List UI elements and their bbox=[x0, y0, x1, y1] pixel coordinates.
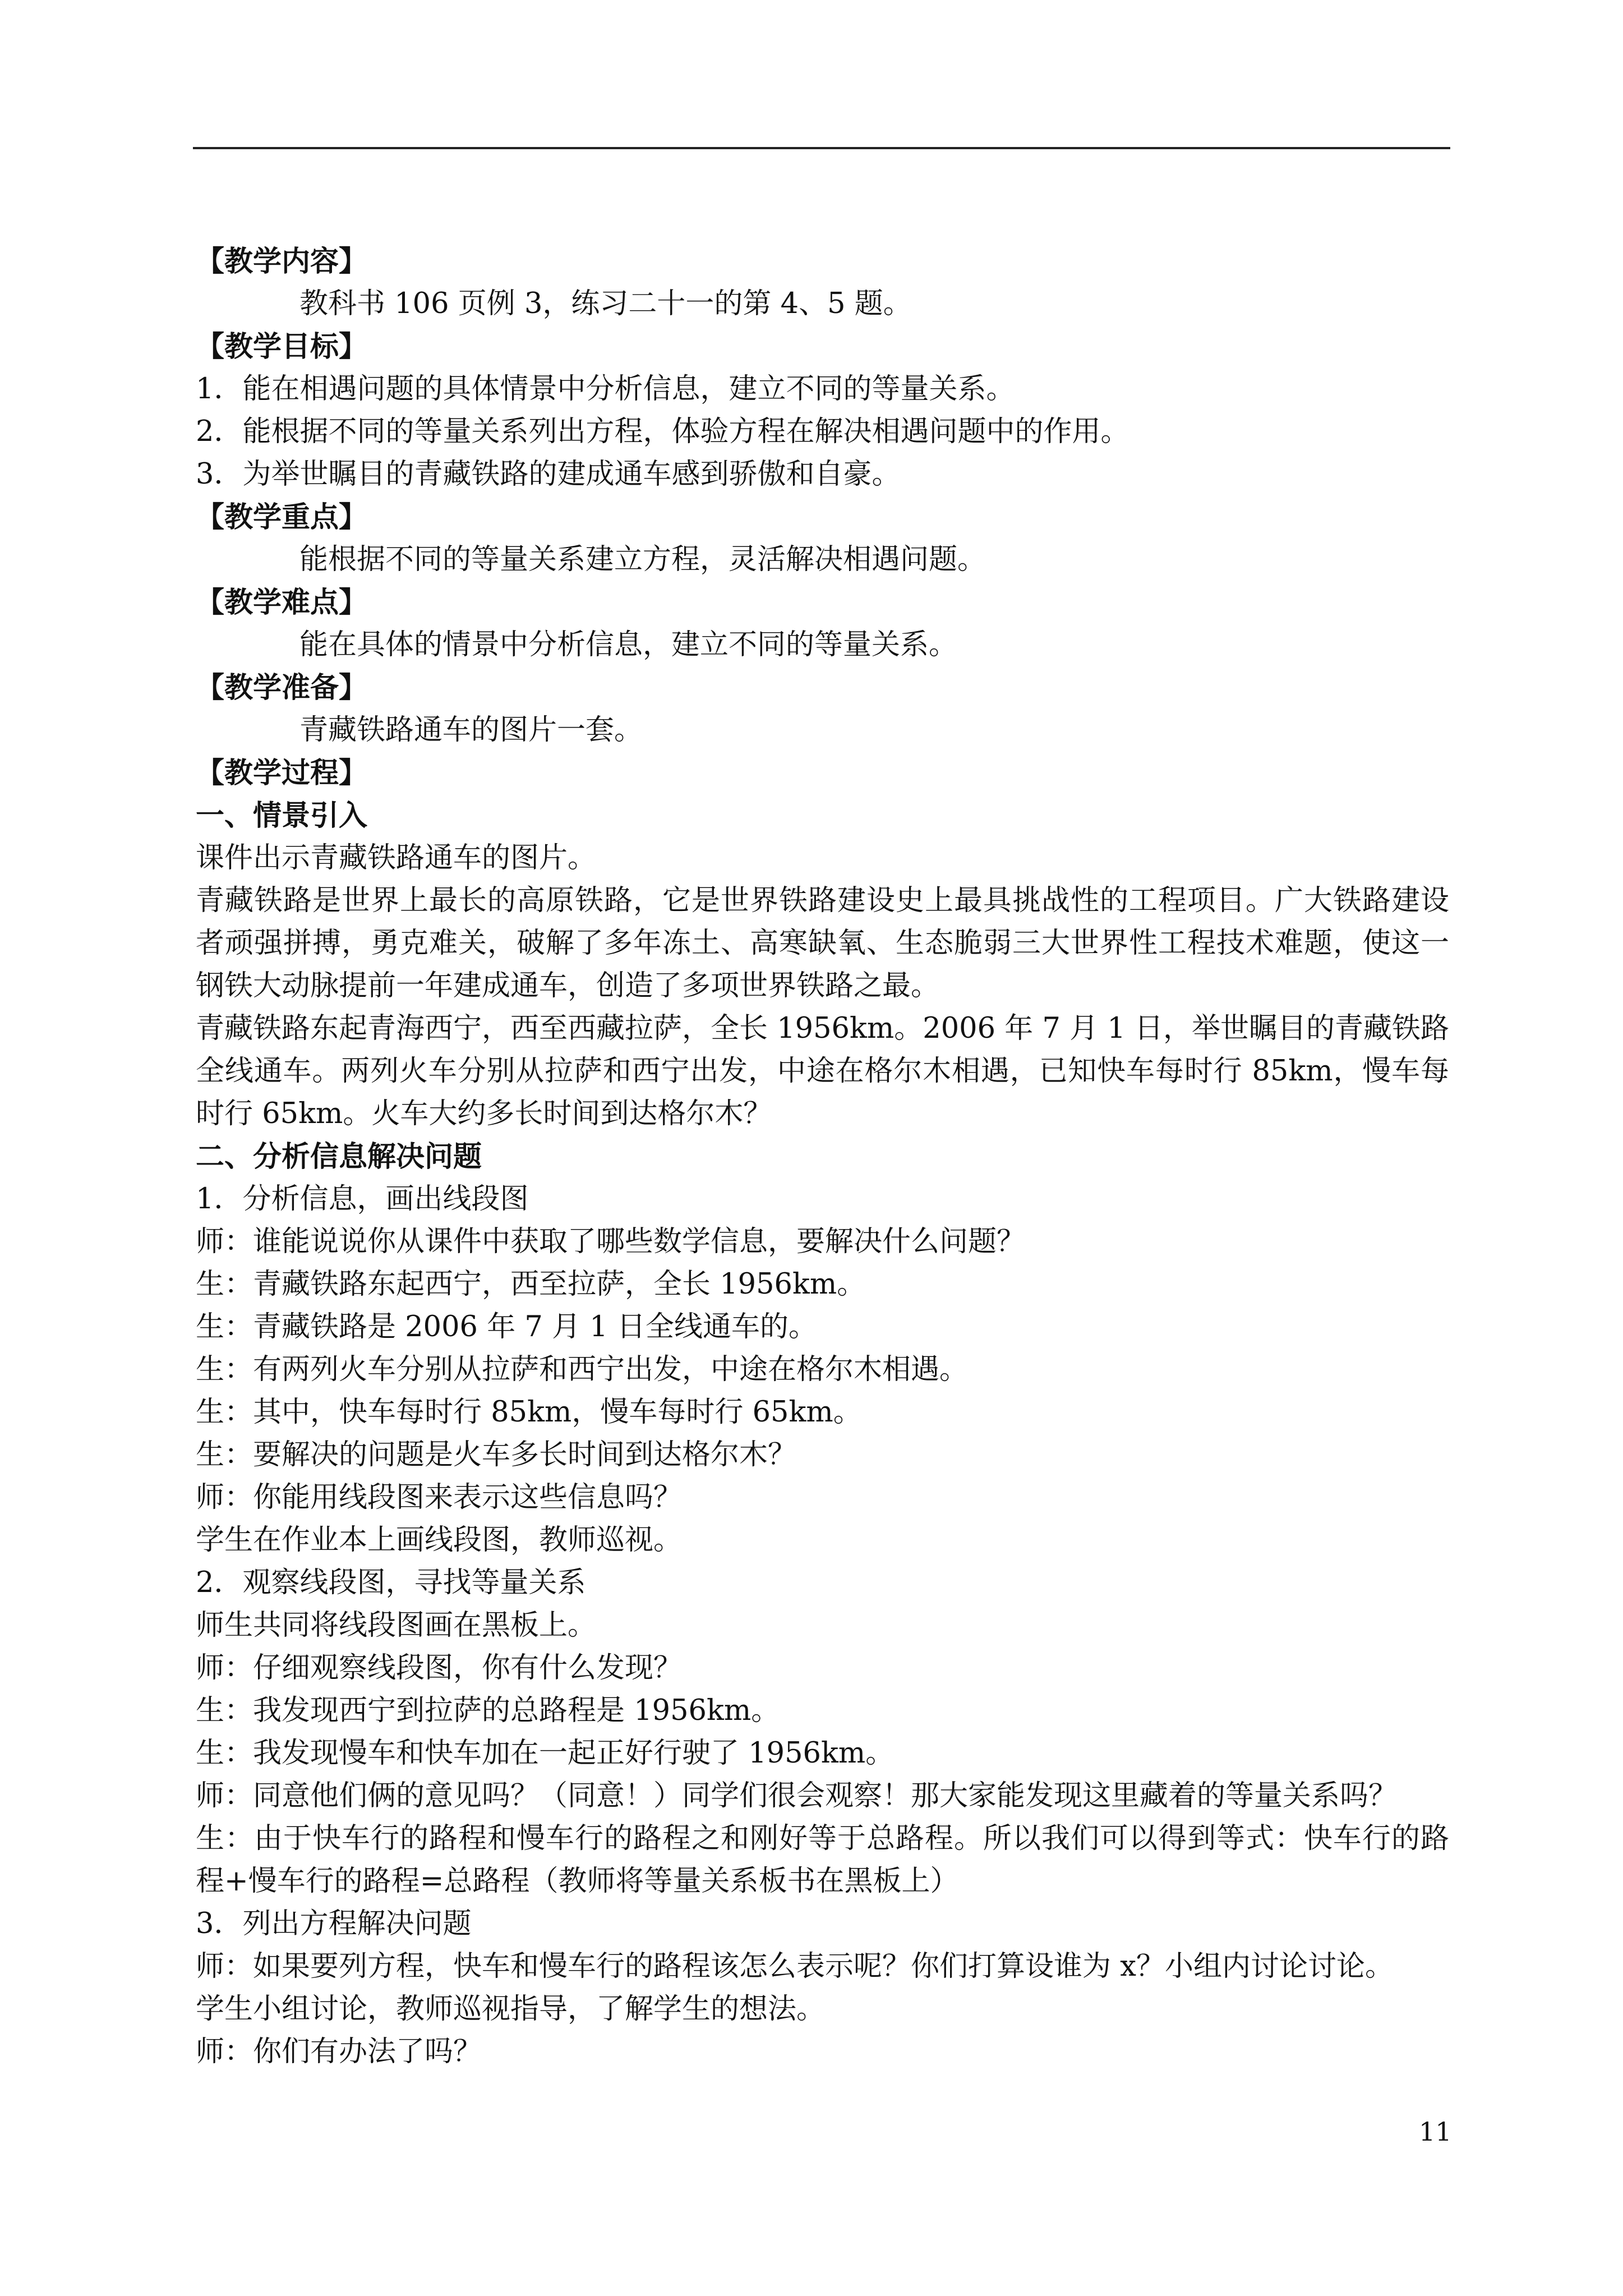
body-paragraph: 青藏铁路是世界上最长的高原铁路，它是世界铁路建设史上最具挑战性的工程项目。广大铁路建设者顽强拼搏，勇克难关，破解了多年冻土、高寒缺氧、生态脆弱三大世界性工程技术难题，使这一钢铁大动脉提前一年建成通车，创造了多项世界铁路之最。 bbox=[196, 884, 1449, 1002]
text-line: 师：谁能说说你从课件中获取了哪些数学信息，要解决什么问题？ bbox=[196, 1225, 1026, 1258]
text-line: 生：青藏铁路是 2006 年 7 月 1 日全线通车的。 bbox=[196, 1310, 817, 1343]
body-paragraph: 生：由于快车行的路程和慢车行的路程之和刚好等于总路程。所以我们可以得到等式：快车行的路程+慢车行的路程=总路程（教师将等量关系板书在黑板上） bbox=[196, 1822, 1449, 1898]
section-heading: 一、情景引入 bbox=[196, 799, 368, 832]
section-heading: 【教学内容】 bbox=[196, 245, 368, 278]
text-line: 生：我发现慢车和快车加在一起正好行驶了 1956km。 bbox=[196, 1737, 895, 1770]
text-line: 师：你们有办法了吗？ bbox=[196, 2035, 482, 2068]
text-line: 3．为举世瞩目的青藏铁路的建成通车感到骄傲和自豪。 bbox=[196, 458, 901, 491]
header-rule bbox=[193, 147, 1450, 149]
text-line: 师：你能用线段图来表示这些信息吗？ bbox=[196, 1481, 683, 1514]
section-heading: 【教学过程】 bbox=[196, 756, 368, 790]
text-line: 3．列出方程解决问题 bbox=[196, 1907, 472, 1940]
text-line: 生：我发现西宁到拉萨的总路程是 1956km。 bbox=[196, 1694, 780, 1727]
text-line: 课件出示青藏铁路通车的图片。 bbox=[196, 841, 597, 875]
section-heading: 二、分析信息解决问题 bbox=[196, 1140, 482, 1174]
text-line: 师生共同将线段图画在黑板上。 bbox=[196, 1609, 597, 1642]
text-line: 学生在作业本上画线段图，教师巡视。 bbox=[196, 1524, 683, 1557]
text-line: 师：仔细观察线段图，你有什么发现？ bbox=[196, 1651, 683, 1685]
text-line: 2．观察线段图，寻找等量关系 bbox=[196, 1566, 586, 1599]
text-line: 学生小组讨论，教师巡视指导，了解学生的想法。 bbox=[196, 1993, 826, 2026]
text-line: 师：如果要列方程，快车和慢车行的路程该怎么表示呢？你们打算设谁为 x？小组内讨论讨论。 bbox=[196, 1950, 1394, 1983]
text-line: 生：有两列火车分别从拉萨和西宁出发，中途在格尔木相遇。 bbox=[196, 1353, 969, 1386]
document-body bbox=[196, 240, 1449, 2073]
text-line: 能根据不同的等量关系建立方程，灵活解决相遇问题。 bbox=[299, 543, 986, 576]
text-line: 生：其中，快车每时行 85km，慢车每时行 65km。 bbox=[196, 1396, 862, 1429]
section-heading: 【教学重点】 bbox=[196, 500, 368, 534]
text-line: 师：同意他们俩的意见吗？（同意！）同学们很会观察！那大家能发现这里藏着的等量关系吗？ bbox=[196, 1779, 1398, 1812]
text-line: 2．能根据不同的等量关系列出方程，体验方程在解决相遇问题中的作用。 bbox=[196, 415, 1129, 448]
section-block-intro bbox=[196, 240, 1449, 880]
text-line: 能在具体的情景中分析信息，建立不同的等量关系。 bbox=[299, 628, 958, 661]
summary-paragraph bbox=[196, 1818, 1449, 1903]
text-line: 生：青藏铁路东起西宁，西至拉萨，全长 1956km。 bbox=[196, 1268, 866, 1301]
section-block-equation bbox=[196, 1903, 1449, 2073]
text-line: 生：要解决的问题是火车多长时间到达格尔木？ bbox=[196, 1438, 797, 1471]
text-line: 1．能在相遇问题的具体情景中分析信息，建立不同的等量关系。 bbox=[196, 372, 1015, 406]
text-line: 1．分析信息，画出线段图 bbox=[196, 1182, 529, 1216]
text-line: 教科书 106 页例 3，练习二十一的第 4、5 题。 bbox=[299, 287, 912, 320]
body-paragraph: 青藏铁路东起青海西宁，西至西藏拉萨，全长 1956km。2006 年 7 月 1 日，举世瞩目的青藏铁路全线通车。两列火车分别从拉萨和西宁出发，中途在格尔木相遇，已知快车每时行 85km，慢车每时行 65km。火车大约多长时间到达格尔木？ bbox=[196, 1012, 1450, 1130]
section-heading: 【教学目标】 bbox=[196, 330, 368, 364]
section-heading: 【教学准备】 bbox=[196, 671, 368, 705]
text-line: 青藏铁路通车的图片一套。 bbox=[299, 714, 643, 747]
scenario-paragraphs bbox=[196, 880, 1449, 1135]
page-number: 11 bbox=[1419, 2116, 1452, 2147]
section-block-analysis bbox=[196, 1135, 1449, 1818]
section-heading: 【教学难点】 bbox=[196, 586, 368, 619]
